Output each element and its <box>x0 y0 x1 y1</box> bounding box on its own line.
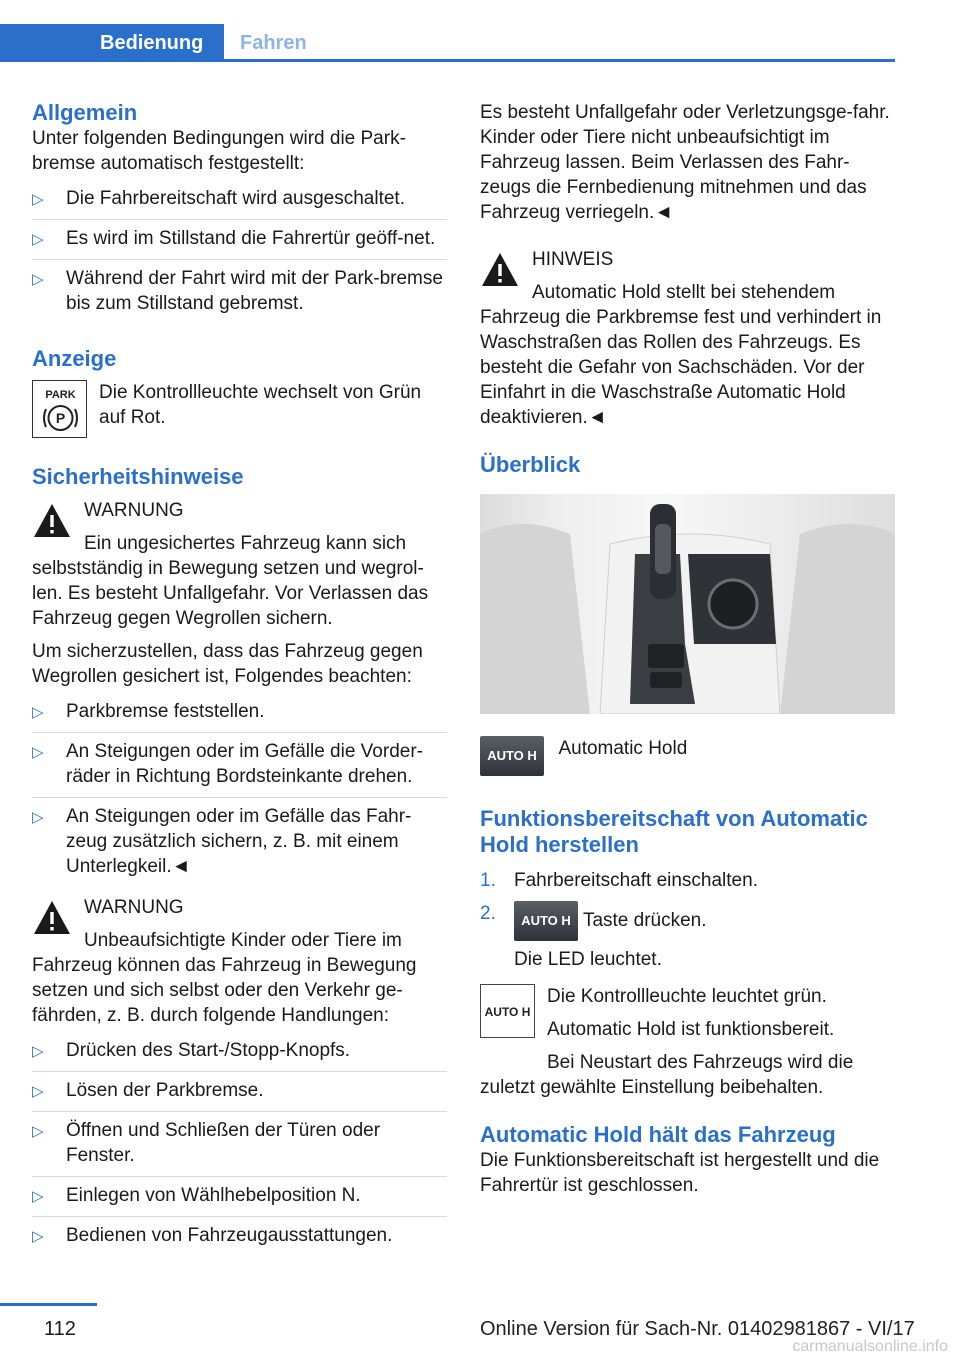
right-column <box>480 100 895 1198</box>
triangle-bullet-icon: ▷ <box>32 1083 44 1100</box>
tab-fahren[interactable]: Fahren <box>240 32 307 54</box>
header-tabbar <box>0 0 895 62</box>
list-item: ▷ Lösen der Parkbremse. <box>32 1071 447 1111</box>
section-title-funktion: Funktionsbereitschaft von Automatic Hold herstellen <box>480 806 868 857</box>
section-title-haelt: Automatic Hold hält das Fahrzeug <box>480 1122 836 1147</box>
autoh-caption-row <box>480 736 895 798</box>
list-item: ▷ Parkbremse feststellen. <box>32 693 447 732</box>
tab-bedienung[interactable]: Bedienung <box>0 24 224 62</box>
hinweis-label: HINWEIS <box>532 249 614 270</box>
continued-warning-text: Es besteht Unfallgefahr oder Verletzungsge-fahr. Kinder oder Tiere nicht unbeaufsichtigt im Fahrzeug lassen. Beim Verlassen des Fahr-zeugs die Fernbedienung mitnehmen und das Fahrzeug verriegeln.◄ <box>480 102 890 223</box>
step-text: Taste drücken. <box>582 910 707 932</box>
indicator-line-3: Bei Neustart des Fahrzeugs wird die zuletzt gewählte Einstellung beibehalten. <box>480 1052 854 1098</box>
triangle-bullet-icon: ▷ <box>32 271 44 288</box>
section-title-anzeige: Anzeige <box>32 346 117 371</box>
step-number: 2. <box>480 903 496 924</box>
triangle-bullet-icon: ▷ <box>32 744 44 761</box>
auto-hold-button-icon: AUTO H <box>480 736 544 776</box>
auto-hold-button-icon: AUTO H <box>514 901 578 941</box>
triangle-bullet-icon: ▷ <box>32 1043 44 1060</box>
section-title-allgemein: Allgemein <box>32 100 138 125</box>
list-item: ▷ An Steigungen oder im Gefälle das Fahr-zeug zusätzlich sichern, z. B. mit einem Unterlegkeil.◄ <box>32 797 447 887</box>
warning-triangle-icon <box>480 251 520 289</box>
allgemein-intro: Unter folgenden Bedingungen wird die Park-bremse automatisch festgestellt: <box>32 128 406 174</box>
list-item <box>480 864 895 897</box>
warning-block-2 <box>32 895 447 1028</box>
indicator-line-1: Die Kontrollleuchte leuchtet grün. <box>547 986 827 1007</box>
watermark: carmanualsonline.info <box>792 1338 948 1355</box>
warning-triangle-icon <box>32 502 72 540</box>
list-item: ▷ Es wird im Stillstand die Fahrertür geöff-net. <box>32 219 447 259</box>
list-item: ▷ Öffnen und Schließen der Türen oder Fenster. <box>32 1111 447 1176</box>
warning-text: Unbeaufsichtigte Kinder oder Tiere im Fahrzeug können das Fahrzeug in Bewegung setzen und sich selbst oder den Verkehr ge-fährden, z. B. durch folgende Handlungen: <box>32 930 417 1026</box>
auto-hold-indicator-icon: AUTO H <box>480 984 535 1038</box>
triangle-bullet-icon: ▷ <box>32 809 44 826</box>
page-number: 112 <box>44 1318 76 1340</box>
list-item: ▷ An Steigungen oder im Gefälle die Vorder-räder in Richtung Bordsteinkante drehen. <box>32 732 447 797</box>
warning-triangle-icon <box>32 899 72 937</box>
list-item: ▷ Drücken des Start-/Stopp-Knopfs. <box>32 1032 447 1071</box>
anzeige-text: Die Kontrollleuchte wechselt von Grün auf Rot. <box>99 382 422 428</box>
left-column <box>32 100 447 1256</box>
park-brake-indicator-icon <box>32 380 87 438</box>
triangle-bullet-icon: ▷ <box>32 191 44 208</box>
triangle-bullet-icon: ▷ <box>32 1228 44 1245</box>
indicator-row <box>480 984 895 1100</box>
triangle-bullet-icon: ▷ <box>32 704 44 721</box>
hinweis-block <box>480 247 895 430</box>
warning-label: WARNUNG <box>84 500 184 521</box>
steps-list <box>480 864 895 976</box>
triangle-bullet-icon: ▷ <box>32 231 44 248</box>
section-title-ueberblick: Überblick <box>480 452 581 477</box>
step-text: Fahrbereitschaft einschalten. <box>514 870 758 891</box>
footer-rule <box>0 1303 97 1306</box>
led-text: Die LED leuchtet. <box>514 949 662 970</box>
triangle-bullet-icon: ▷ <box>32 1123 44 1140</box>
anzeige-row <box>32 380 447 442</box>
haelt-text: Die Funktionsbereitschaft ist hergestellt und die Fahrertür ist geschlossen. <box>480 1150 880 1196</box>
allgemein-list <box>32 180 447 324</box>
online-version-text: Online Version für Sach-Nr. 01402981867 - VI/17 <box>480 1318 915 1340</box>
warning1-list <box>32 693 447 887</box>
step-number: 1. <box>480 870 496 891</box>
section-title-sicherheitshinweise: Sicherheitshinweise <box>32 464 244 489</box>
warning2-list <box>32 1032 447 1256</box>
indicator-line-2: Automatic Hold ist funktionsbereit. <box>547 1019 835 1040</box>
warning-label: WARNUNG <box>84 897 184 918</box>
list-item: ▷ Einlegen von Wählhebelposition N. <box>32 1176 447 1216</box>
list-item: ▷ Bedienen von Fahrzeugausstattungen. <box>32 1216 447 1256</box>
warning-text: Ein ungesichertes Fahrzeug kann sich selbstständig in Bewegung setzen und wegrol-len. Es besteht Unfallgefahr. Vor Verlassen das Fahrzeug gegen Wegrollen sichern. <box>32 533 429 629</box>
svg-text:PARK: PARK <box>45 389 76 401</box>
autoh-caption: Automatic Hold <box>558 738 688 759</box>
triangle-bullet-icon: ▷ <box>32 1188 44 1205</box>
warning-block-1 <box>32 498 447 631</box>
svg-text:P: P <box>55 410 66 426</box>
center-console-photo <box>480 494 895 714</box>
warning-followup-text: Um sicherzustellen, dass das Fahrzeug gegen Wegrollen gesichert ist, Folgendes beachten: <box>32 641 423 687</box>
hinweis-text: Automatic Hold stellt bei stehendem Fahrzeug die Parkbremse fest und verhindert in Waschstraßen das Rollen des Fahrzeugs. Es besteht die Gefahr von Sachschäden. Vor der Einfahrt in die Waschstraße Automatic Hold deaktivieren.◄ <box>480 282 882 428</box>
list-item: ▷ Während der Fahrt wird mit der Park-bremse bis zum Stillstand gebremst. <box>32 259 447 324</box>
list-item <box>480 897 895 976</box>
list-item: ▷ Die Fahrbereitschaft wird ausgeschaltet. <box>32 180 447 219</box>
